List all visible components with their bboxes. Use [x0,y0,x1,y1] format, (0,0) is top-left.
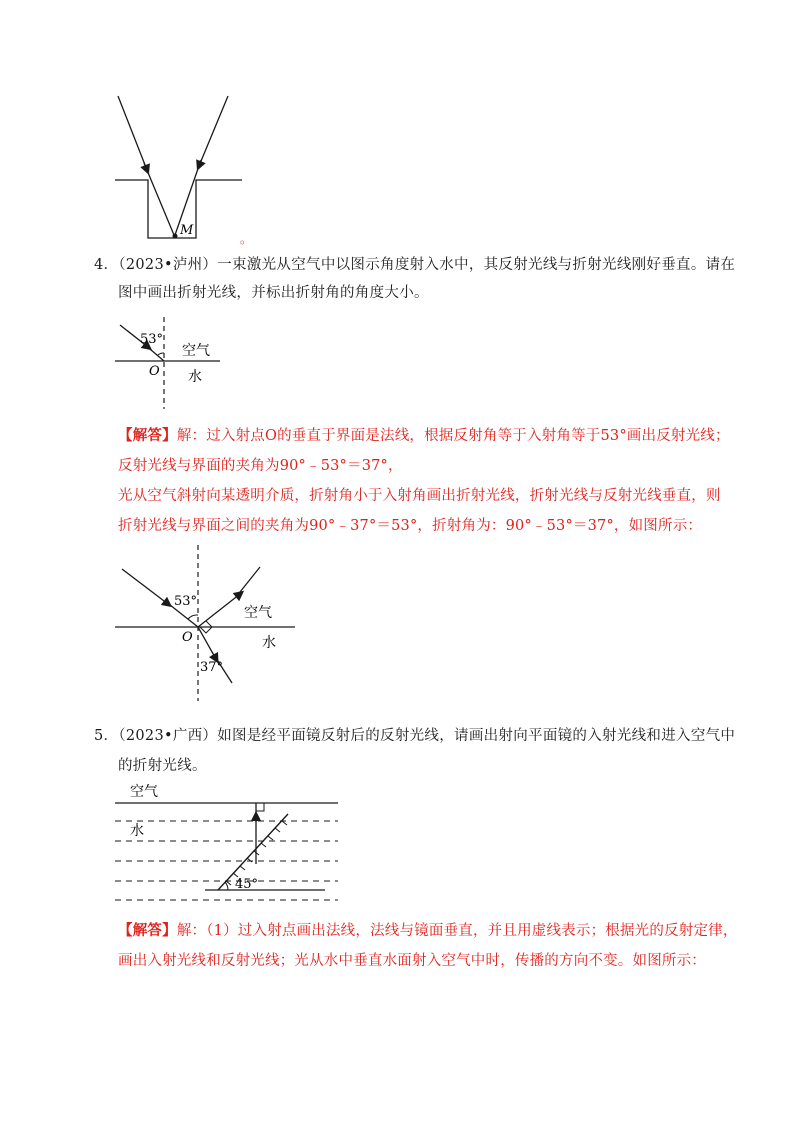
q4-answer-line4: 折射光线与界面之间的夹角为90°﹣37°＝53°，折射角为：90°﹣53°＝37°，如图所示： [118,518,703,534]
q5-number: 5． [94,728,119,744]
q4-number: 4． [94,257,119,273]
answer-angle-top: 53° [174,594,198,609]
q4-figure [110,315,230,410]
q4-angle-label: 53° [140,332,164,347]
q5-figure [110,778,345,908]
q4-point-label: O [149,364,160,379]
q5-water-label: 水 [130,823,144,839]
right-ray [199,96,228,166]
q5-answer-line1: 【解答】解：（1）过入射点画出法线，法线与镜面垂直，并且用虚线表示；根据光的反射定律， [118,922,738,939]
q4-answer-line2: 反射光线与界面的夹角为90°﹣53°＝37°， [118,458,403,474]
q4-water-label: 水 [188,369,202,385]
answer-angle-bottom: 37° [200,660,224,675]
q5-text-line1: 5．（2023•广西）如图是经平面镜反射后的反射光线，请画出射向平面镜的入射光线和进入空气中 [94,728,736,744]
q4-answer-tag: 【解答】 [118,427,177,444]
q4-text-line2: 图中画出折射光线，并标出折射角的角度大小。 [118,285,429,301]
q4-answer-figure [110,543,300,703]
groove-reflection-figure [100,88,260,248]
q5-answer-line2: 画出入射光线和反射光线；光从水中垂直水面射入空气中时，传播的方向不变。如图所示： [118,953,706,969]
left-ray [118,96,147,170]
q4-air-label: 空气 [182,343,210,359]
q5-angle-label: 45° [235,877,259,892]
q5-answer-tag: 【解答】 [118,922,177,939]
q4-answer-line3: 光从空气斜射向某透明介质，折射角小于入射角画出折射光线，折射光线与反射光线垂直，则 [118,488,721,504]
end-mark: 。 [240,232,253,246]
answer-point-label: O [182,630,193,645]
q4-answer-line1: 【解答】解：过入射点O的垂直于界面是法线，根据反射角等于入射角等于53°画出反射光线； [118,427,730,444]
point-m-label: M [180,223,194,238]
q4-text-line1: 4．（2023•泸州）一束激光从空气中以图示角度射入水中，其反射光线与折射光线刚好垂直。请在 [94,257,736,273]
q5-air-label: 空气 [130,784,158,800]
answer-air-label: 空气 [244,605,272,621]
q5-text-line2: 的折射光线。 [118,758,207,774]
answer-water-label: 水 [262,635,276,651]
